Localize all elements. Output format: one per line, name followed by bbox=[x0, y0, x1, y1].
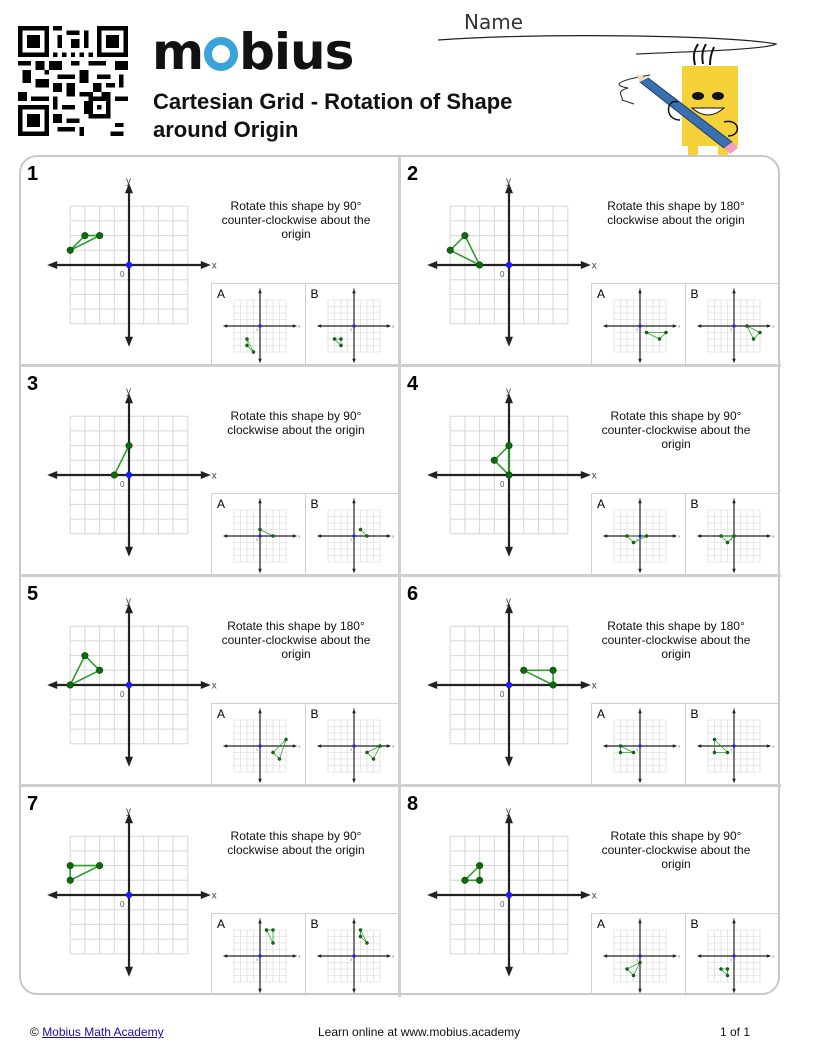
logo-o-icon bbox=[204, 37, 238, 71]
question-4 bbox=[401, 367, 781, 577]
svg-text:0: 0 bbox=[636, 537, 639, 542]
cartesian-grid bbox=[415, 176, 597, 344]
question-number: 7 bbox=[27, 793, 39, 815]
option-label: A bbox=[217, 497, 226, 511]
svg-text:x: x bbox=[391, 743, 394, 749]
question-number: 3 bbox=[27, 373, 39, 395]
option-label: B bbox=[690, 287, 699, 301]
svg-text:y: y bbox=[352, 495, 355, 501]
answer-options bbox=[591, 913, 779, 995]
question-number: 1 bbox=[27, 163, 39, 185]
svg-text:x: x bbox=[391, 953, 394, 959]
svg-text:x: x bbox=[678, 743, 681, 749]
svg-text:y: y bbox=[126, 806, 131, 818]
svg-text:0: 0 bbox=[120, 480, 125, 489]
svg-text:x: x bbox=[211, 470, 217, 482]
svg-text:y: y bbox=[258, 495, 261, 501]
footer-copyright bbox=[30, 1025, 164, 1039]
svg-text:x: x bbox=[211, 890, 217, 902]
option-label: A bbox=[597, 707, 606, 721]
question-5 bbox=[21, 577, 401, 787]
svg-text:x: x bbox=[298, 953, 301, 959]
option-label: A bbox=[217, 917, 226, 931]
svg-text:0: 0 bbox=[500, 480, 505, 489]
option-grid bbox=[310, 495, 398, 574]
question-7 bbox=[21, 787, 401, 997]
answer-option-a[interactable] bbox=[592, 284, 686, 366]
svg-text:y: y bbox=[506, 176, 511, 188]
answer-options bbox=[211, 493, 399, 575]
copyright-symbol: © bbox=[30, 1025, 39, 1039]
question-number: 5 bbox=[27, 583, 39, 605]
svg-text:x: x bbox=[298, 323, 301, 329]
option-grid bbox=[216, 705, 304, 784]
answer-option-a[interactable] bbox=[592, 914, 686, 996]
svg-text:y: y bbox=[638, 495, 641, 501]
option-grid bbox=[216, 915, 304, 994]
svg-text:0: 0 bbox=[256, 327, 259, 332]
svg-text:0: 0 bbox=[349, 747, 352, 752]
option-grid bbox=[596, 705, 684, 784]
answer-options bbox=[211, 913, 399, 995]
cartesian-grid bbox=[415, 386, 597, 554]
option-label: A bbox=[217, 707, 226, 721]
question-prompt: Rotate this shape by 90° clockwise about the origin bbox=[227, 409, 365, 437]
svg-text:0: 0 bbox=[636, 327, 639, 332]
svg-text:0: 0 bbox=[349, 327, 352, 332]
answer-options bbox=[211, 703, 399, 785]
svg-text:y: y bbox=[126, 176, 131, 188]
answer-option-b[interactable] bbox=[306, 914, 400, 996]
question-8 bbox=[401, 787, 781, 997]
question-2 bbox=[401, 157, 781, 367]
answer-option-b[interactable] bbox=[306, 494, 400, 576]
svg-text:y: y bbox=[258, 915, 261, 921]
svg-text:0: 0 bbox=[636, 747, 639, 752]
cartesian-grid bbox=[415, 596, 597, 764]
logo-text-end: bius bbox=[239, 23, 354, 81]
cartesian-grid bbox=[35, 596, 217, 764]
option-label: B bbox=[310, 497, 319, 511]
option-label: A bbox=[597, 287, 606, 301]
option-label: B bbox=[690, 917, 699, 931]
svg-text:y: y bbox=[352, 285, 355, 291]
question-prompt: Rotate this shape by 90° counter-clockwise about the origin bbox=[601, 409, 751, 451]
cartesian-grid bbox=[415, 806, 597, 974]
svg-text:x: x bbox=[211, 260, 217, 272]
svg-text:y: y bbox=[638, 915, 641, 921]
svg-text:0: 0 bbox=[500, 690, 505, 699]
svg-text:x: x bbox=[771, 323, 774, 329]
svg-text:y: y bbox=[258, 705, 261, 711]
question-number: 8 bbox=[407, 793, 419, 815]
option-label: B bbox=[690, 497, 699, 511]
svg-text:x: x bbox=[591, 260, 597, 272]
svg-text:0: 0 bbox=[500, 270, 505, 279]
option-grid bbox=[310, 285, 398, 364]
svg-text:x: x bbox=[771, 743, 774, 749]
question-number: 6 bbox=[407, 583, 419, 605]
svg-text:x: x bbox=[391, 323, 394, 329]
svg-text:x: x bbox=[678, 323, 681, 329]
answer-options bbox=[591, 493, 779, 575]
svg-text:y: y bbox=[126, 386, 131, 398]
svg-text:x: x bbox=[591, 470, 597, 482]
worksheet-grid bbox=[19, 155, 780, 995]
option-grid bbox=[596, 495, 684, 574]
svg-text:x: x bbox=[298, 743, 301, 749]
answer-option-a[interactable] bbox=[212, 494, 306, 576]
qr-code bbox=[18, 25, 128, 137]
svg-text:0: 0 bbox=[729, 957, 732, 962]
answer-option-a[interactable] bbox=[592, 494, 686, 576]
option-grid bbox=[596, 285, 684, 364]
svg-text:y: y bbox=[126, 596, 131, 608]
option-grid bbox=[310, 915, 398, 994]
svg-text:0: 0 bbox=[256, 747, 259, 752]
svg-text:y: y bbox=[258, 285, 261, 291]
svg-text:0: 0 bbox=[729, 327, 732, 332]
option-grid bbox=[690, 495, 778, 574]
svg-text:x: x bbox=[391, 533, 394, 539]
option-grid bbox=[596, 915, 684, 994]
answer-option-b[interactable] bbox=[686, 284, 780, 366]
svg-text:x: x bbox=[211, 680, 217, 692]
svg-text:0: 0 bbox=[729, 747, 732, 752]
answer-option-b[interactable] bbox=[306, 704, 400, 786]
question-prompt: Rotate this shape by 180° counter-clockwise about the origin bbox=[221, 619, 371, 661]
question-prompt: Rotate this shape by 90° clockwise about the origin bbox=[227, 829, 365, 857]
option-label: B bbox=[690, 707, 699, 721]
svg-text:y: y bbox=[732, 285, 735, 291]
question-prompt: Rotate this shape by 180° counter-clockwise about the origin bbox=[601, 619, 751, 661]
svg-text:x: x bbox=[298, 533, 301, 539]
option-label: A bbox=[597, 917, 606, 931]
svg-text:x: x bbox=[678, 953, 681, 959]
answer-option-b[interactable] bbox=[686, 494, 780, 576]
answer-option-a[interactable] bbox=[212, 284, 306, 366]
question-number: 2 bbox=[407, 163, 419, 185]
answer-option-b[interactable] bbox=[686, 704, 780, 786]
answer-option-a[interactable] bbox=[212, 914, 306, 996]
cartesian-grid bbox=[35, 806, 217, 974]
svg-text:x: x bbox=[591, 680, 597, 692]
svg-text:y: y bbox=[732, 705, 735, 711]
answer-option-b[interactable] bbox=[686, 914, 780, 996]
svg-text:0: 0 bbox=[349, 537, 352, 542]
mobius-logo bbox=[152, 23, 354, 81]
svg-text:x: x bbox=[771, 533, 774, 539]
mascot-illustration bbox=[600, 30, 780, 158]
svg-text:y: y bbox=[352, 915, 355, 921]
answer-options bbox=[591, 703, 779, 785]
question-6 bbox=[401, 577, 781, 787]
page-title: Cartesian Grid - Rotation of Shape around Origin bbox=[153, 89, 513, 142]
svg-text:y: y bbox=[638, 705, 641, 711]
option-label: B bbox=[310, 707, 319, 721]
option-label: A bbox=[597, 497, 606, 511]
svg-text:y: y bbox=[506, 596, 511, 608]
question-prompt: Rotate this shape by 180° clockwise about the origin bbox=[607, 199, 745, 227]
answer-option-a[interactable] bbox=[212, 704, 306, 786]
svg-text:y: y bbox=[638, 285, 641, 291]
question-prompt: Rotate this shape by 90° counter-clockwise about the origin bbox=[601, 829, 751, 871]
svg-text:y: y bbox=[506, 386, 511, 398]
svg-text:0: 0 bbox=[120, 900, 125, 909]
question-number: 4 bbox=[407, 373, 419, 395]
svg-text:0: 0 bbox=[120, 270, 125, 279]
svg-text:0: 0 bbox=[256, 957, 259, 962]
question-3 bbox=[21, 367, 401, 577]
page-number: 1 of 1 bbox=[720, 1025, 751, 1039]
svg-text:0: 0 bbox=[636, 957, 639, 962]
answer-option-a[interactable] bbox=[592, 704, 686, 786]
svg-text:0: 0 bbox=[729, 537, 732, 542]
svg-text:0: 0 bbox=[500, 900, 505, 909]
svg-text:0: 0 bbox=[349, 957, 352, 962]
answer-option-b[interactable] bbox=[306, 284, 400, 366]
option-grid bbox=[690, 285, 778, 364]
option-label: B bbox=[310, 287, 319, 301]
svg-text:y: y bbox=[506, 806, 511, 818]
name-label: Name bbox=[464, 10, 524, 34]
answer-options bbox=[211, 283, 399, 365]
logo-text-start: m bbox=[152, 23, 204, 81]
option-label: A bbox=[217, 287, 226, 301]
svg-text:x: x bbox=[591, 890, 597, 902]
svg-text:x: x bbox=[678, 533, 681, 539]
svg-text:0: 0 bbox=[256, 537, 259, 542]
option-grid bbox=[690, 915, 778, 994]
svg-text:0: 0 bbox=[120, 690, 125, 699]
cartesian-grid bbox=[35, 176, 217, 344]
footer-learn-online: Learn online at www.mobius.academy bbox=[318, 1025, 521, 1039]
question-prompt: Rotate this shape by 90° counter-clockwise about the origin bbox=[221, 199, 371, 241]
option-grid bbox=[690, 705, 778, 784]
svg-text:y: y bbox=[732, 915, 735, 921]
svg-text:x: x bbox=[771, 953, 774, 959]
mobius-academy-link[interactable]: Mobius Math Academy bbox=[42, 1025, 164, 1039]
svg-text:y: y bbox=[352, 705, 355, 711]
question-1 bbox=[21, 157, 401, 367]
option-grid bbox=[216, 495, 304, 574]
option-grid bbox=[216, 285, 304, 364]
option-label: B bbox=[310, 917, 319, 931]
answer-options bbox=[591, 283, 779, 365]
option-grid bbox=[310, 705, 398, 784]
cartesian-grid bbox=[35, 386, 217, 554]
svg-text:y: y bbox=[732, 495, 735, 501]
